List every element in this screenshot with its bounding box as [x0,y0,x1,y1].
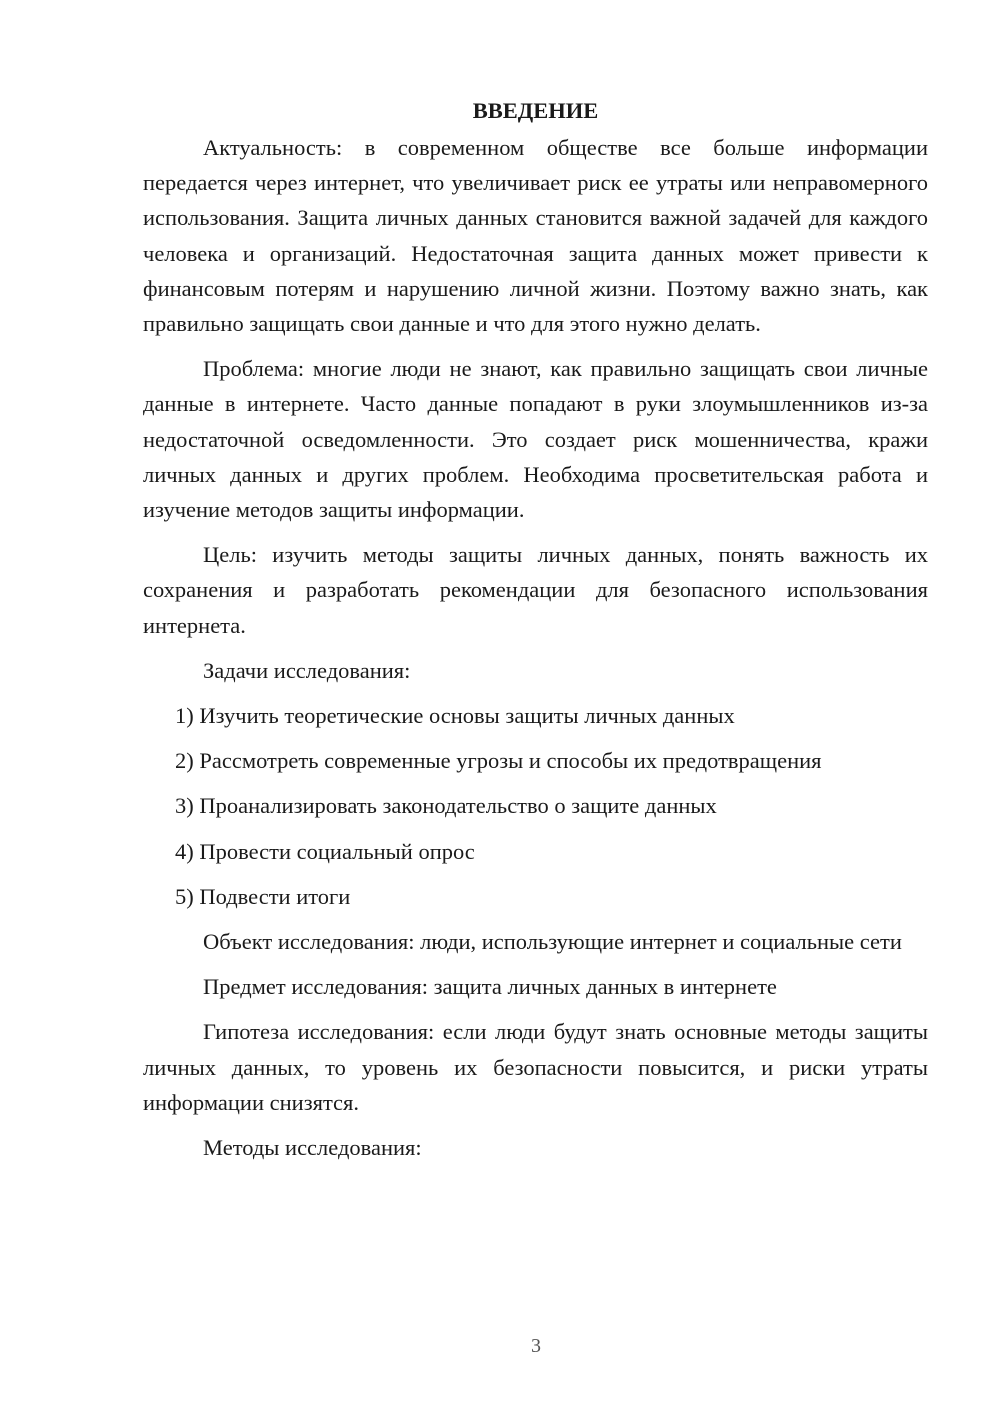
page-content [143,93,928,1175]
list-item: 1) Изучить теоретические основы защиты личных данных [175,703,735,729]
page-number: 3 [531,1335,541,1357]
section-heading: ВВЕДЕНИЕ [472,98,599,123]
problem-paragraph: Проблема: многие люди не знают, как правильно защищать свои личные данные в интернете. Часто данные попадают в руки злоумышленников из-за недостаточной осведомленности. Это создает риск мошенничества, кражи личных данных и других проблем. Необходима просветительская работа и изучение методов защиты информации. [143,356,928,523]
relevance-paragraph: Актуальность: в современном обществе все больше информации передается через интернет, что увеличивает риск ее утраты или неправомерного использования. Защита личных данных становится важной задачей для каждого человека и организаций. Недостаточная защита данных может привести к финансовым потерям и нарушению личной жизни. Поэтому важно знать, как правильно защищать свои данные и что для этого нужно делать. [143,135,928,337]
tasks-title: Задачи исследования: [203,657,411,683]
list-item: 2) Рассмотреть современные угрозы и способы их предотвращения [175,748,822,774]
subject-paragraph: Предмет исследования: защита личных данных в интернете [203,974,777,1000]
list-item: 5) Подвести итоги [175,883,351,909]
goal-paragraph: Цель: изучить методы защиты личных данных, понять важность их сохранения и разработать рекомендации для безопасного использования интернета. [143,542,928,638]
list-item: 4) Провести социальный опрос [175,838,475,864]
hypothesis-paragraph: Гипотеза исследования: если люди будут знать основные методы защиты личных данных, то уровень их безопасности повысится, и риски утраты информации снизятся. [143,1019,928,1115]
list-item: 3) Проанализировать законодательство о защите данных [175,793,717,819]
object-paragraph: Объект исследования: люди, использующие интернет и социальные сети [203,929,902,955]
tasks-list [143,698,928,914]
methods-title: Методы исследования: [203,1135,422,1161]
